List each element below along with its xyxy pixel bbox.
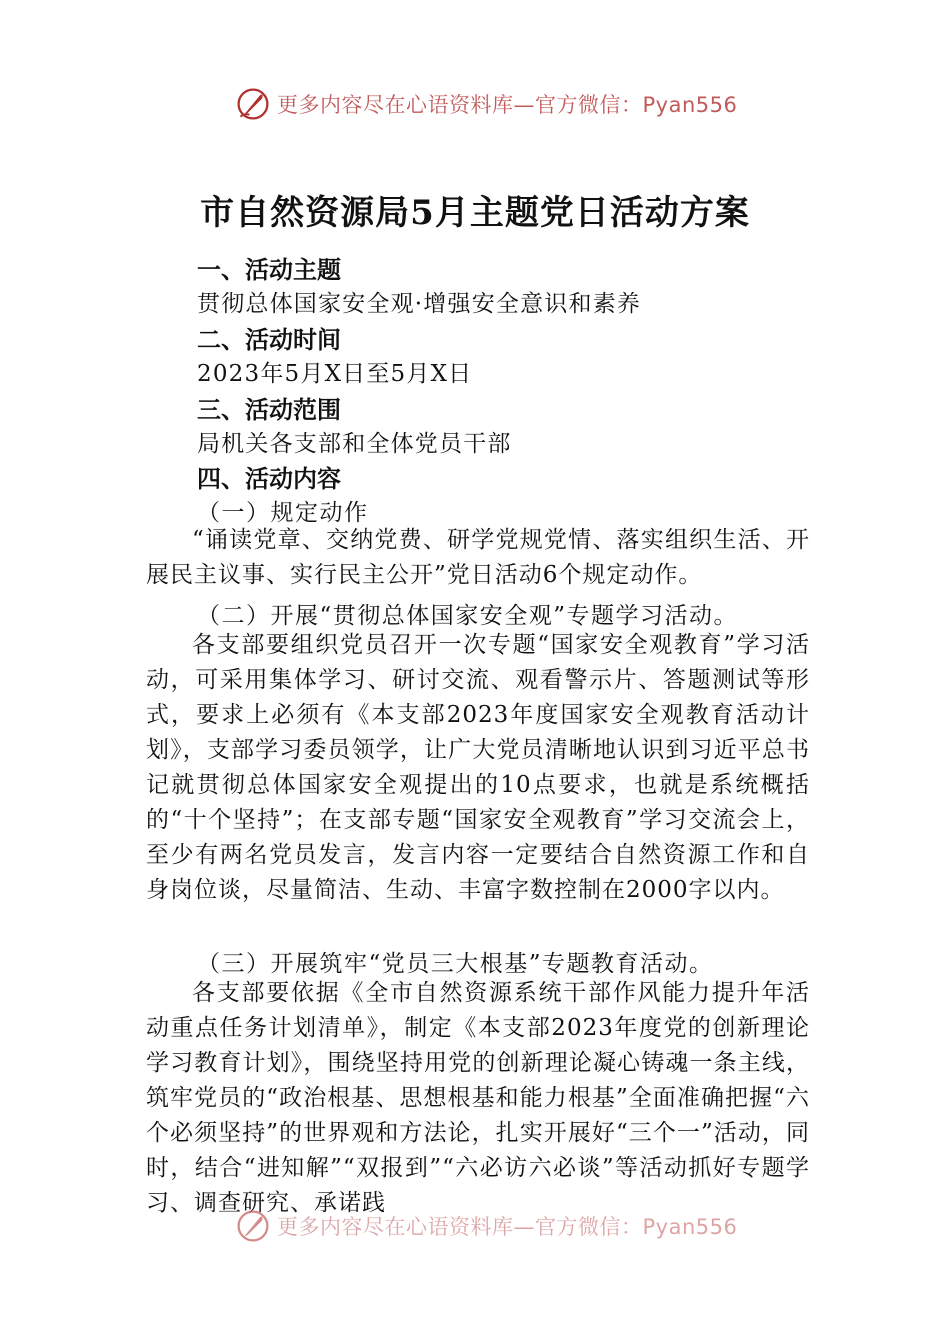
paragraph-security: 各支部要组织党员召开一次专题“国家安全观教育”学习活动，可采用集体学习、研讨交流、观看警示片、答题测试等形式，要求上必须有《本支部2023年度国家安全观教育活动计划》，支部学习委员领学，让广大党员清晰地认识到习近平总书记就贯彻总体国家安全观提出的10点要求，也就是系统概括的“十个坚持”；在支部专题“国家安全观教育”学习交流会上，至少有两名党员发言，发言内容一定要结合自然资源工作和自身岗位谈，尽量简洁、生动、丰富字数控制在2000字以内。 [146, 632, 810, 903]
quill-logo-icon [235, 1208, 271, 1244]
paragraph-foundations: 各支部要依据《全市自然资源系统干部作风能力提升年活动重点任务计划清单》，制定《本支部2023年度党的创新理论学习教育计划》，围绕坚持用党的创新理论凝心铸魂一条主线，筑牢党员的“政治根基、思想根基和能力根基”全面准确把握“六个必须坚持”的世界观和方法论，扎实开展好“三个一”活动，同时，结合“进知解”“双报到”“六必访六必谈”等活动抓好专题学习、调查研究、承诺践 [146, 980, 810, 1216]
subsection-heading-required: （一）规定动作 [197, 500, 369, 526]
section-heading-scope: 三、活动范围 [197, 396, 341, 424]
section-content-scope: 局机关各支部和全体党员干部 [197, 431, 512, 457]
subsection-heading-foundations: （三）开展筑牢“党员三大根基”专题教育活动。 [197, 951, 714, 977]
section-heading-theme: 一、活动主题 [197, 256, 341, 284]
paragraph-required: “诵读党章、交纳党费、研学党规党情、落实组织生活、开展民主议事、实行民主公开”党日活动6个规定动作。 [146, 527, 810, 588]
watermark-text: 更多内容尽在心语资料库—官方微信：Pyan556 [277, 93, 738, 117]
section-content-time: 2023年5月X日至5月X日 [197, 361, 473, 387]
watermark-footer [235, 1206, 737, 1246]
quill-logo-icon [235, 86, 271, 122]
section-heading-content: 四、活动内容 [197, 465, 341, 493]
section-content-theme: 贯彻总体国家安全观·增强安全意识和素养 [197, 291, 642, 317]
section-heading-time: 二、活动时间 [197, 326, 341, 354]
watermark-header [235, 84, 737, 124]
watermark-text: 更多内容尽在心语资料库—官方微信：Pyan556 [277, 1215, 738, 1239]
subsection-heading-security: （二）开展“贯彻总体国家安全观”专题学习活动。 [197, 603, 739, 629]
document-title: 市自然资源局5月主题党日活动方案 [200, 193, 750, 233]
